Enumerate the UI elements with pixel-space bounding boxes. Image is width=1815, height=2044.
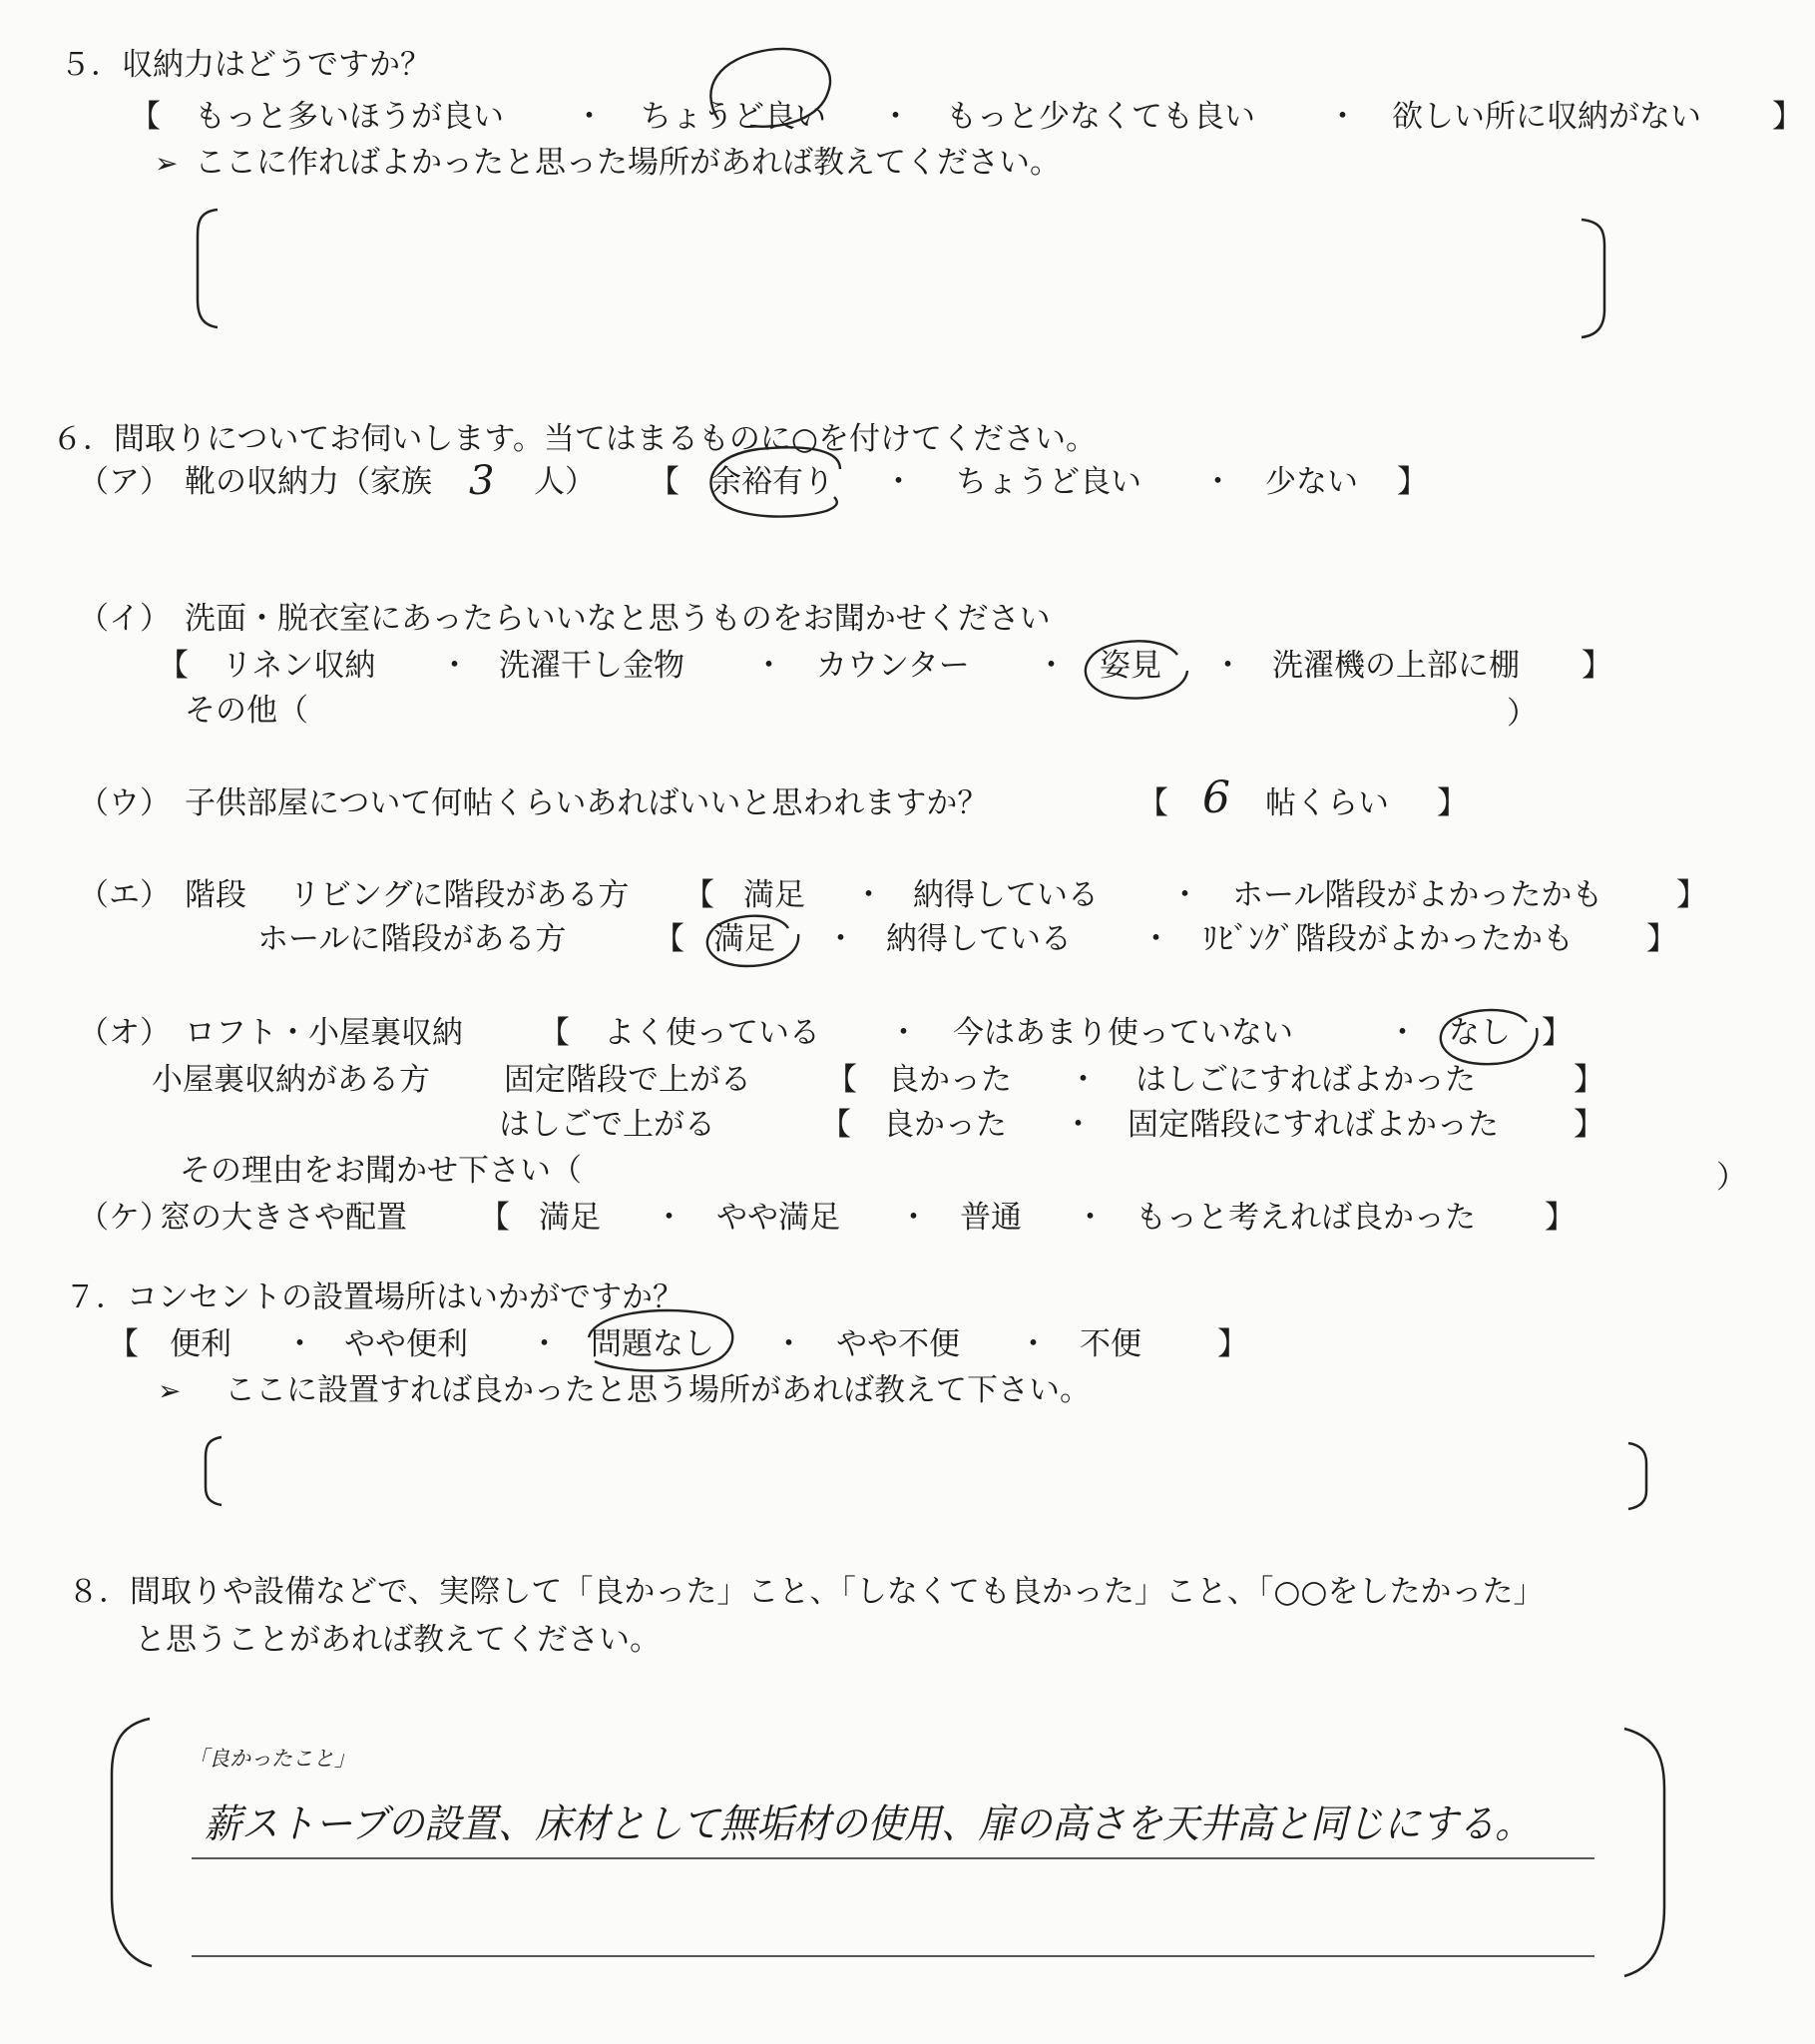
q8-box-bracket-left [112, 1719, 152, 1966]
q6o-reason-label: その理由をお聞かせ下さい（ [180, 1153, 582, 1189]
q6i-sep-3: ・ [1036, 648, 1067, 684]
q6ke-option-4[interactable]: もっと考えれば良かった [1135, 1200, 1476, 1236]
q6a-sep-1: ・ [883, 464, 914, 500]
q6o-ladder-bracket-close: 】 [1574, 1107, 1604, 1143]
q6o-option-1[interactable]: よく使っている [604, 1015, 820, 1051]
q6i-bracket-open: 【 [158, 648, 189, 684]
q6a-text-after: 人） [534, 464, 596, 500]
q5-option-1[interactable]: もっと多いほうが良い [195, 99, 504, 135]
q6ke-label: （ケ） [78, 1200, 171, 1236]
q6-question: ６．間取りについてお伺いします。当てはまるものに○を付けてください。 [52, 421, 1097, 457]
q6e-row1-option-1[interactable]: 満足 [743, 877, 805, 913]
q6o-text: ロフト・小屋裏収納 [185, 1015, 463, 1051]
q6ke-option-2[interactable]: やや満足 [716, 1200, 840, 1236]
q6e-label: （エ） [78, 877, 171, 913]
q6ke-option-1[interactable]: 満足 [539, 1200, 601, 1236]
q6ke-bracket-close: 】 [1545, 1200, 1576, 1236]
q6e-row2-bracket-close: 】 [1646, 921, 1677, 957]
q6e-row1-label: リビングに階段がある方 [289, 877, 630, 913]
q6o-fixed-bracket-open: 【 [826, 1062, 857, 1098]
q5-question: ５．収納力はどうですか？ [60, 47, 431, 83]
q8-question-line2: と思うことがあれば教えてください。 [135, 1622, 661, 1658]
q6o-fixed-sep: ・ [1068, 1062, 1099, 1098]
q5-box-bracket-right [1582, 220, 1604, 337]
q6e-row1-sep-2: ・ [1169, 877, 1200, 913]
q7-sep-2: ・ [529, 1326, 560, 1362]
q6o-option-3[interactable]: なし [1449, 1015, 1511, 1051]
q6u-text: 子供部屋について何帖くらいあればいいと思われますか？ [185, 785, 989, 821]
q6a-option-2[interactable]: ちょうど良い [956, 464, 1141, 500]
q6u-unit: 帖くらい [1265, 785, 1389, 821]
q6e-row1-option-3[interactable]: ホール階段がよかったかも [1232, 877, 1603, 913]
q6a-bracket-close: 】 [1397, 464, 1428, 500]
q7-sub-marker: ➢ [158, 1374, 182, 1407]
q6e-row1-bracket-open: 【 [683, 877, 714, 913]
q5-option-2[interactable]: ちょうど良い [641, 99, 826, 135]
q6ke-sep-2: ・ [898, 1200, 929, 1236]
q7-option-5[interactable]: 不便 [1080, 1326, 1141, 1362]
q6e-row2-bracket-open: 【 [654, 921, 684, 957]
q6i-option-4[interactable]: 姿見 [1100, 648, 1161, 684]
q6o-ladder-option-1[interactable]: 良かった [883, 1107, 1007, 1143]
q5-sub-marker: ➢ [155, 147, 179, 180]
q6a-label: （ア） [78, 464, 171, 500]
q5-sep-3: ・ [1327, 99, 1358, 135]
q5-option-4[interactable]: 欲しい所に収納がない [1392, 99, 1701, 135]
q6i-option-2[interactable]: 洗濯干し金物 [499, 648, 684, 684]
q5-option-3[interactable]: もっと少なくても良い [946, 99, 1255, 135]
q5-bracket-close: 】 [1772, 99, 1803, 135]
q6u-bracket-open: 【 [1137, 785, 1168, 821]
q6e-row2-label: ホールに階段がある方 [257, 921, 567, 957]
q5-box-bracket-left [198, 210, 218, 327]
q7-option-4[interactable]: やや不便 [836, 1326, 960, 1362]
q6o-bracket-open: 【 [539, 1015, 570, 1051]
q6i-option-1[interactable]: リネン収納 [222, 648, 376, 684]
q6i-option-5[interactable]: 洗濯機の上部に棚 [1272, 648, 1520, 684]
q6o-sub-label: 小屋裏収納がある方 [152, 1062, 430, 1098]
q6o-ladder: はしごで上がる [499, 1107, 715, 1143]
q5-sep-2: ・ [880, 99, 911, 135]
q7-sep-4: ・ [1018, 1326, 1049, 1362]
q6i-sep-4: ・ [1212, 648, 1243, 684]
q6e-row2-sep-2: ・ [1140, 921, 1171, 957]
q6i-sep-2: ・ [753, 648, 784, 684]
q6o-ladder-option-2[interactable]: 固定階段にすればよかった [1128, 1107, 1499, 1143]
q5-sep-1: ・ [574, 99, 605, 135]
q7-option-1[interactable]: 便利 [170, 1326, 231, 1362]
q8-answer-heading[interactable]: 「良かったこと」 [188, 1747, 355, 1771]
q6o-label: （オ） [78, 1015, 171, 1051]
q6o-ladder-bracket-open: 【 [820, 1107, 851, 1143]
q6o-sep-2: ・ [1387, 1015, 1418, 1051]
q7-bracket-close: 】 [1217, 1326, 1248, 1362]
q6o-fixed-option-2[interactable]: はしごにすればよかった [1135, 1062, 1476, 1098]
q6e-row2-sep-1: ・ [825, 921, 856, 957]
q5-bracket-open: 【 [130, 99, 161, 135]
q8-answer-line1[interactable]: 薪ストーブの設置、床材として無垢材の使用、扉の高さを天井高と同じにする。 [205, 1801, 1533, 1847]
q6u-label: （ウ） [78, 785, 171, 821]
q5-sub-question: ここに作ればよかったと思った場所があれば教えてください。 [195, 145, 1061, 181]
q6ke-sep-1: ・ [654, 1200, 684, 1236]
q6o-ladder-sep: ・ [1063, 1107, 1094, 1143]
q6i-label: （イ） [78, 601, 171, 637]
q6o-fixed-option-1[interactable]: 良かった [888, 1062, 1012, 1098]
q6ke-text: 窓の大きさや配置 [160, 1200, 407, 1236]
q6i-other-label: その他（ [185, 693, 308, 729]
q7-bracket-open: 【 [108, 1326, 139, 1362]
q6i-other-close: ） [1507, 696, 1538, 732]
q6ke-sep-3: ・ [1075, 1200, 1106, 1236]
q7-option-2[interactable]: やや便利 [344, 1326, 468, 1362]
q6o-sep-1: ・ [888, 1015, 919, 1051]
q7-sep-3: ・ [773, 1326, 804, 1362]
q6u-answer[interactable]: 6 [1202, 772, 1230, 823]
q7-question: ７．コンセントの設置場所はいかがですか？ [65, 1279, 683, 1315]
q6a-text-before: 靴の収納力（家族 [185, 464, 432, 500]
q6ke-option-3[interactable]: 普通 [960, 1200, 1022, 1236]
q6a-family-count[interactable]: 3 [469, 458, 495, 504]
q6i-bracket-close: 】 [1582, 648, 1612, 684]
q8-box-bracket-right [1624, 1729, 1664, 1976]
q6e-row2-option-3[interactable]: ﾘﾋﾞﾝｸﾞ階段がよかったかも [1202, 921, 1574, 957]
q6e-row2-option-2[interactable]: 納得している [886, 921, 1072, 957]
q7-box-bracket-right [1628, 1443, 1646, 1509]
q6o-option-2[interactable]: 今はあまり使っていない [953, 1015, 1293, 1051]
q6a-bracket-open: 【 [649, 464, 680, 500]
q6o-reason-close: ） [1716, 1160, 1747, 1196]
q7-sub-question: ここに設置すれば良かったと思う場所があれば教えて下さい。 [225, 1372, 1091, 1408]
q6e-row1-bracket-close: 】 [1676, 877, 1707, 913]
q6o-fixed-stairs: 固定階段で上がる [504, 1062, 751, 1098]
q7-option-3[interactable]: 問題なし [591, 1326, 714, 1362]
q8-question-line1: ８．間取りや設備などで、実際して「良かった」こと、「しなくても良かった」こと、「○○をしたかった」 [68, 1574, 1545, 1610]
q6e-row1-sep-1: ・ [853, 877, 884, 913]
q6e-text: 階段 [185, 877, 246, 913]
q6o-fixed-bracket-close: 】 [1574, 1062, 1604, 1098]
q6a-option-1[interactable]: 余裕有り [710, 464, 834, 500]
q6i-text: 洗面・脱衣室にあったらいいなと思うものをお聞かせください [185, 601, 1051, 637]
q6e-row2-option-1[interactable]: 満足 [713, 921, 775, 957]
q6o-bracket-close: 】 [1542, 1015, 1573, 1051]
q6e-row1-option-2[interactable]: 納得している [913, 877, 1099, 913]
q7-sep-1: ・ [284, 1326, 315, 1362]
q6a-option-3[interactable]: 少ない [1265, 464, 1358, 500]
q6a-sep-2: ・ [1202, 464, 1233, 500]
q6i-option-3[interactable]: カウンター [816, 648, 970, 684]
q7-box-bracket-left [206, 1437, 222, 1505]
q6u-bracket-close: 】 [1437, 785, 1468, 821]
q6i-sep-1: ・ [439, 648, 470, 684]
q6ke-bracket-open: 【 [479, 1200, 510, 1236]
